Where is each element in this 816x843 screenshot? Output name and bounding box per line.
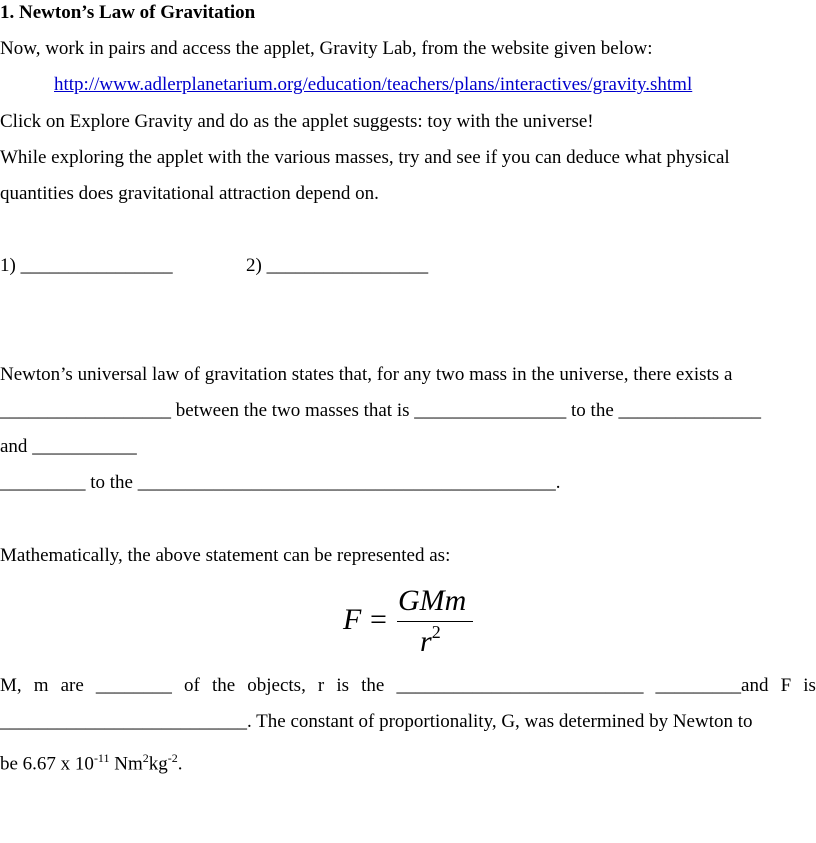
definitions-line1 <box>0 674 816 698</box>
formula-numerator: GMm <box>398 584 467 617</box>
def-blank-3[interactable]: _________ <box>655 675 742 696</box>
answer-2-blank[interactable]: _________________ <box>266 255 429 276</box>
law-text-line3 <box>0 435 137 459</box>
law-text-line2 <box>0 399 761 423</box>
intro-text: Now, work in pairs and access the applet, Gravity Lab, from the website given below: <box>0 38 653 59</box>
math-intro-text: Mathematically, the above statement can be represented as: <box>0 545 451 566</box>
law-blank-6[interactable]: ____________________________________________ <box>137 472 556 493</box>
unit-kg: kg <box>148 753 168 775</box>
explore-text-line2: quantities does gravitational attraction depend on. <box>0 183 379 204</box>
law-text-to-the: to the <box>566 400 619 421</box>
def-word: is <box>336 675 350 696</box>
section-heading: 1. Newton’s Law of Gravitation <box>0 2 256 23</box>
law-blank-5[interactable]: _________ <box>0 472 86 493</box>
law-text-between: between the two masses that is <box>171 400 415 421</box>
law-blank-1[interactable]: __________________ <box>0 400 171 421</box>
law-blank-4[interactable]: ___________ <box>32 436 137 457</box>
def-word: r <box>317 675 325 696</box>
gravitation-formula <box>340 584 480 658</box>
def-blank-3-with-and <box>656 674 769 698</box>
unit-nm: Nm <box>109 753 143 775</box>
law-blank-2[interactable]: ________________ <box>414 400 567 421</box>
law-blank-3[interactable]: _______________ <box>618 400 762 421</box>
def-word: m <box>33 675 49 696</box>
formula-r: r <box>420 625 432 658</box>
law-text-line4 <box>0 471 561 495</box>
law-text-line1: Newton’s universal law of gravitation states that, for any two mass in the universe, there exists a <box>0 364 733 385</box>
gravitational-constant-value: be 6.67 x 10 <box>0 753 94 775</box>
law-text-to-the-2: to the <box>85 472 138 493</box>
def-blank-1[interactable]: ________ <box>95 675 172 696</box>
answer-1-blank[interactable]: ________________ <box>20 255 173 276</box>
def-word: of <box>184 675 200 696</box>
def-word: the <box>211 675 236 696</box>
def-constant-text: . The constant of proportionality, G, was determined by Newton to <box>247 711 753 732</box>
unit-kg-exponent: -2 <box>167 751 178 765</box>
answer-item-1 <box>0 254 173 278</box>
definitions-line2 <box>0 710 753 734</box>
answer-1-label: 1) <box>0 255 16 276</box>
def-word: the <box>361 675 385 696</box>
definitions-line3 <box>0 746 183 776</box>
formula-force: F <box>343 603 362 636</box>
answer-item-2 <box>246 254 428 278</box>
def-blank-2[interactable]: __________________________ <box>396 675 644 696</box>
gravitational-constant-exponent: -11 <box>93 751 110 765</box>
explore-text-line1: While exploring the applet with the various masses, try and see if you can deduce what physical <box>0 147 730 168</box>
def-word: are <box>60 675 84 696</box>
def-word: objects, <box>247 675 306 696</box>
def-blank-4[interactable]: __________________________ <box>0 711 247 732</box>
formula-denominator <box>420 624 441 659</box>
formula-exponent: 2 <box>431 622 441 642</box>
def-word: M, <box>0 675 22 696</box>
law-period: . <box>555 472 561 493</box>
def-word: F <box>780 675 792 696</box>
def-word: is <box>803 675 816 696</box>
instruction-text: Click on Explore Gravity and do as the applet suggests: toy with the universe! <box>0 111 594 132</box>
unit-m-exponent: 2 <box>142 751 149 765</box>
gravity-lab-link[interactable]: http://www.adlerplanetarium.org/education/teachers/plans/interactives/gravity.shtml <box>54 74 693 95</box>
law-text-and: and <box>0 436 33 457</box>
def-word: and <box>741 675 769 696</box>
answer-2-label: 2) <box>246 255 262 276</box>
formula-equals: = <box>370 603 387 636</box>
line3-period: . <box>177 753 183 775</box>
